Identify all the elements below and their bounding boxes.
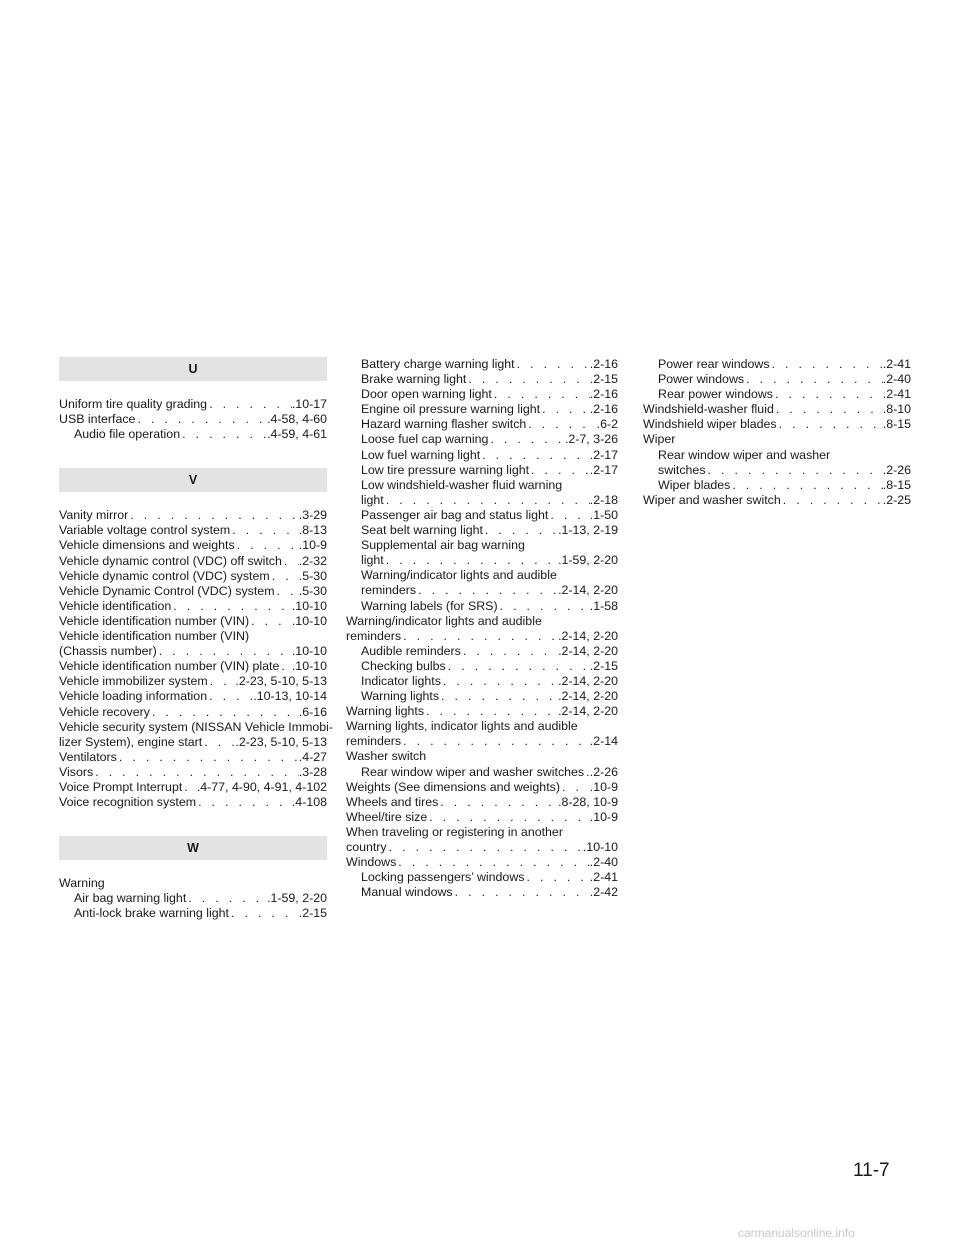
- index-entry: Wheel/tire size . . . .10-9: [346, 810, 618, 825]
- index-entry: Warning lights . . . .2-14, 2-20: [346, 704, 618, 719]
- index-entry-line: Warning lights, indicator lights and audible: [346, 719, 578, 734]
- index-entry-line: When traveling or registering in another: [346, 824, 563, 839]
- index-entry: USB interface . . . .4-58, 4-60: [59, 412, 327, 427]
- index-subentry: light . . . .2-18: [346, 493, 618, 508]
- index-subentry: Checking bulbs . . . .2-15: [346, 659, 618, 674]
- index-entry: Variable voltage control system . . . .8-13: [59, 523, 327, 538]
- index-entry: Vehicle dynamic control (VDC) off switch . . . .2-32: [59, 554, 327, 569]
- index-entry-line: Vehicle security system (NISSAN Vehicle Immobi-: [59, 719, 334, 734]
- index-subentry: reminders . . . .2-14, 2-20: [346, 583, 618, 598]
- index-entry: country . . . .10-10: [346, 840, 618, 855]
- index-entry-line: Supplemental air bag warning: [361, 538, 525, 553]
- index-subentry: Rear window wiper and washer switches . . . .2-26: [346, 765, 618, 780]
- index-subentry: Low fuel warning light . . . .2-17: [346, 448, 618, 463]
- index-entry: Weights (See dimensions and weights) . . . .10-9: [346, 780, 618, 795]
- index-entry-line: Vehicle identification number (VIN): [59, 629, 250, 644]
- index-entry: Vanity mirror . . . .3-29: [59, 508, 327, 523]
- index-entry: Ventilators . . . .4-27: [59, 750, 327, 765]
- index-subentry: Warning lights . . . .2-14, 2-20: [346, 689, 618, 704]
- index-entry: Vehicle identification . . . .10-10: [59, 599, 327, 614]
- index-entry: Vehicle recovery . . . .6-16: [59, 705, 327, 720]
- section-header-u: U: [59, 357, 327, 381]
- index-entry: Windshield wiper blades . . . .8-15: [643, 417, 911, 432]
- index-subentry: Hazard warning flasher switch . . . .6-2: [346, 417, 618, 432]
- index-entry-line: Warning/indicator lights and audible: [346, 613, 542, 628]
- index-subentry: Brake warning light . . . .2-15: [346, 372, 618, 387]
- index-subentry: Seat belt warning light . . . .1-13, 2-19: [346, 523, 618, 538]
- index-subentry: Audible reminders . . . .2-14, 2-20: [346, 644, 618, 659]
- index-entry: Windows . . . .2-40: [346, 855, 618, 870]
- index-subentry: Audio file operation . . . .4-59, 4-61: [59, 427, 327, 442]
- index-subentry: switches . . . .2-26: [643, 463, 911, 478]
- index-entry: Vehicle loading information . . . .10-13, 10-14: [59, 689, 327, 704]
- index-subentry: Door open warning light . . . .2-16: [346, 387, 618, 402]
- index-entry: Vehicle dynamic control (VDC) system . . . .5-30: [59, 569, 327, 584]
- section-header-w: W: [59, 836, 327, 860]
- index-entry: Voice recognition system . . . .4-108: [59, 795, 327, 810]
- index-entry: Wheels and tires . . . .8-28, 10-9: [346, 795, 618, 810]
- index-subentry: Rear power windows . . . .2-41: [643, 387, 911, 402]
- index-subentry: Low tire pressure warning light . . . .2-17: [346, 463, 618, 478]
- index-subentry: Anti-lock brake warning light . . . .2-15: [59, 906, 327, 921]
- index-column-1: [59, 357, 334, 921]
- index-subentry: Battery charge warning light . . . .2-16: [346, 357, 618, 372]
- index-subentry: Passenger air bag and status light . . . .1-50: [346, 508, 618, 523]
- index-subentry: Wiper blades . . . .8-15: [643, 478, 911, 493]
- index-entry-line: Warning: [59, 876, 105, 891]
- index-entry: Vehicle identification number (VIN) . . . .10-10: [59, 614, 327, 629]
- index-entry: Uniform tire quality grading . . . .10-17: [59, 397, 327, 412]
- index-entry-line: Warning/indicator lights and audible: [361, 568, 557, 583]
- index-entry: Vehicle immobilizer system . . . .2-23, 5-10, 5-13: [59, 674, 327, 689]
- index-subentry: Locking passengers’ windows . . . .2-41: [346, 870, 618, 885]
- index-entry: Visors . . . .3-28: [59, 765, 327, 780]
- index-subentry: light . . . .1-59, 2-20: [346, 553, 618, 568]
- index-subentry: Power windows . . . .2-40: [643, 372, 911, 387]
- index-entry: Vehicle Dynamic Control (VDC) system . . . .5-30: [59, 584, 327, 599]
- index-subentry: Warning labels (for SRS) . . . .1-58: [346, 599, 618, 614]
- index-subentry: Air bag warning light . . . .1-59, 2-20: [59, 891, 327, 906]
- index-entry: Vehicle identification number (VIN) plate . . . .10-10: [59, 659, 327, 674]
- index-entry-line: Low windshield-washer fluid warning: [361, 477, 563, 492]
- index-entry: reminders . . . .2-14, 2-20: [346, 629, 618, 644]
- index-entry: Voice Prompt Interrupt . . . .4-77, 4-90, 4-91, 4-102: [59, 780, 327, 795]
- index-subentry: Engine oil pressure warning light . . . .2-16: [346, 402, 618, 417]
- index-entry: reminders . . . .2-14: [346, 734, 618, 749]
- index-entry-line: Wiper: [643, 432, 676, 447]
- index-column-3: [643, 357, 911, 508]
- index-column-2: [346, 357, 618, 900]
- page-number: 11-7: [853, 1160, 890, 1181]
- index-entry: (Chassis number) . . . .10-10: [59, 644, 327, 659]
- index-entry: Vehicle dimensions and weights . . . .10-9: [59, 538, 327, 553]
- index-entry-line: Rear window wiper and washer: [658, 447, 831, 462]
- section-header-v: V: [59, 468, 327, 492]
- index-entry: lizer System), engine start . . . .2-23, 5-10, 5-13: [59, 735, 327, 750]
- index-subentry: Loose fuel cap warning . . . .2-7, 3-26: [346, 432, 618, 447]
- index-subentry: Indicator lights . . . .2-14, 2-20: [346, 674, 618, 689]
- index-entry: Windshield-washer fluid . . . .8-10: [643, 402, 911, 417]
- watermark-text: carmanualsonline.info: [738, 1226, 855, 1240]
- index-subentry: Manual windows . . . .2-42: [346, 885, 618, 900]
- index-subentry: Power rear windows . . . .2-41: [643, 357, 911, 372]
- index-entry-line: Washer switch: [346, 749, 427, 764]
- index-entry: Wiper and washer switch . . . .2-25: [643, 493, 911, 508]
